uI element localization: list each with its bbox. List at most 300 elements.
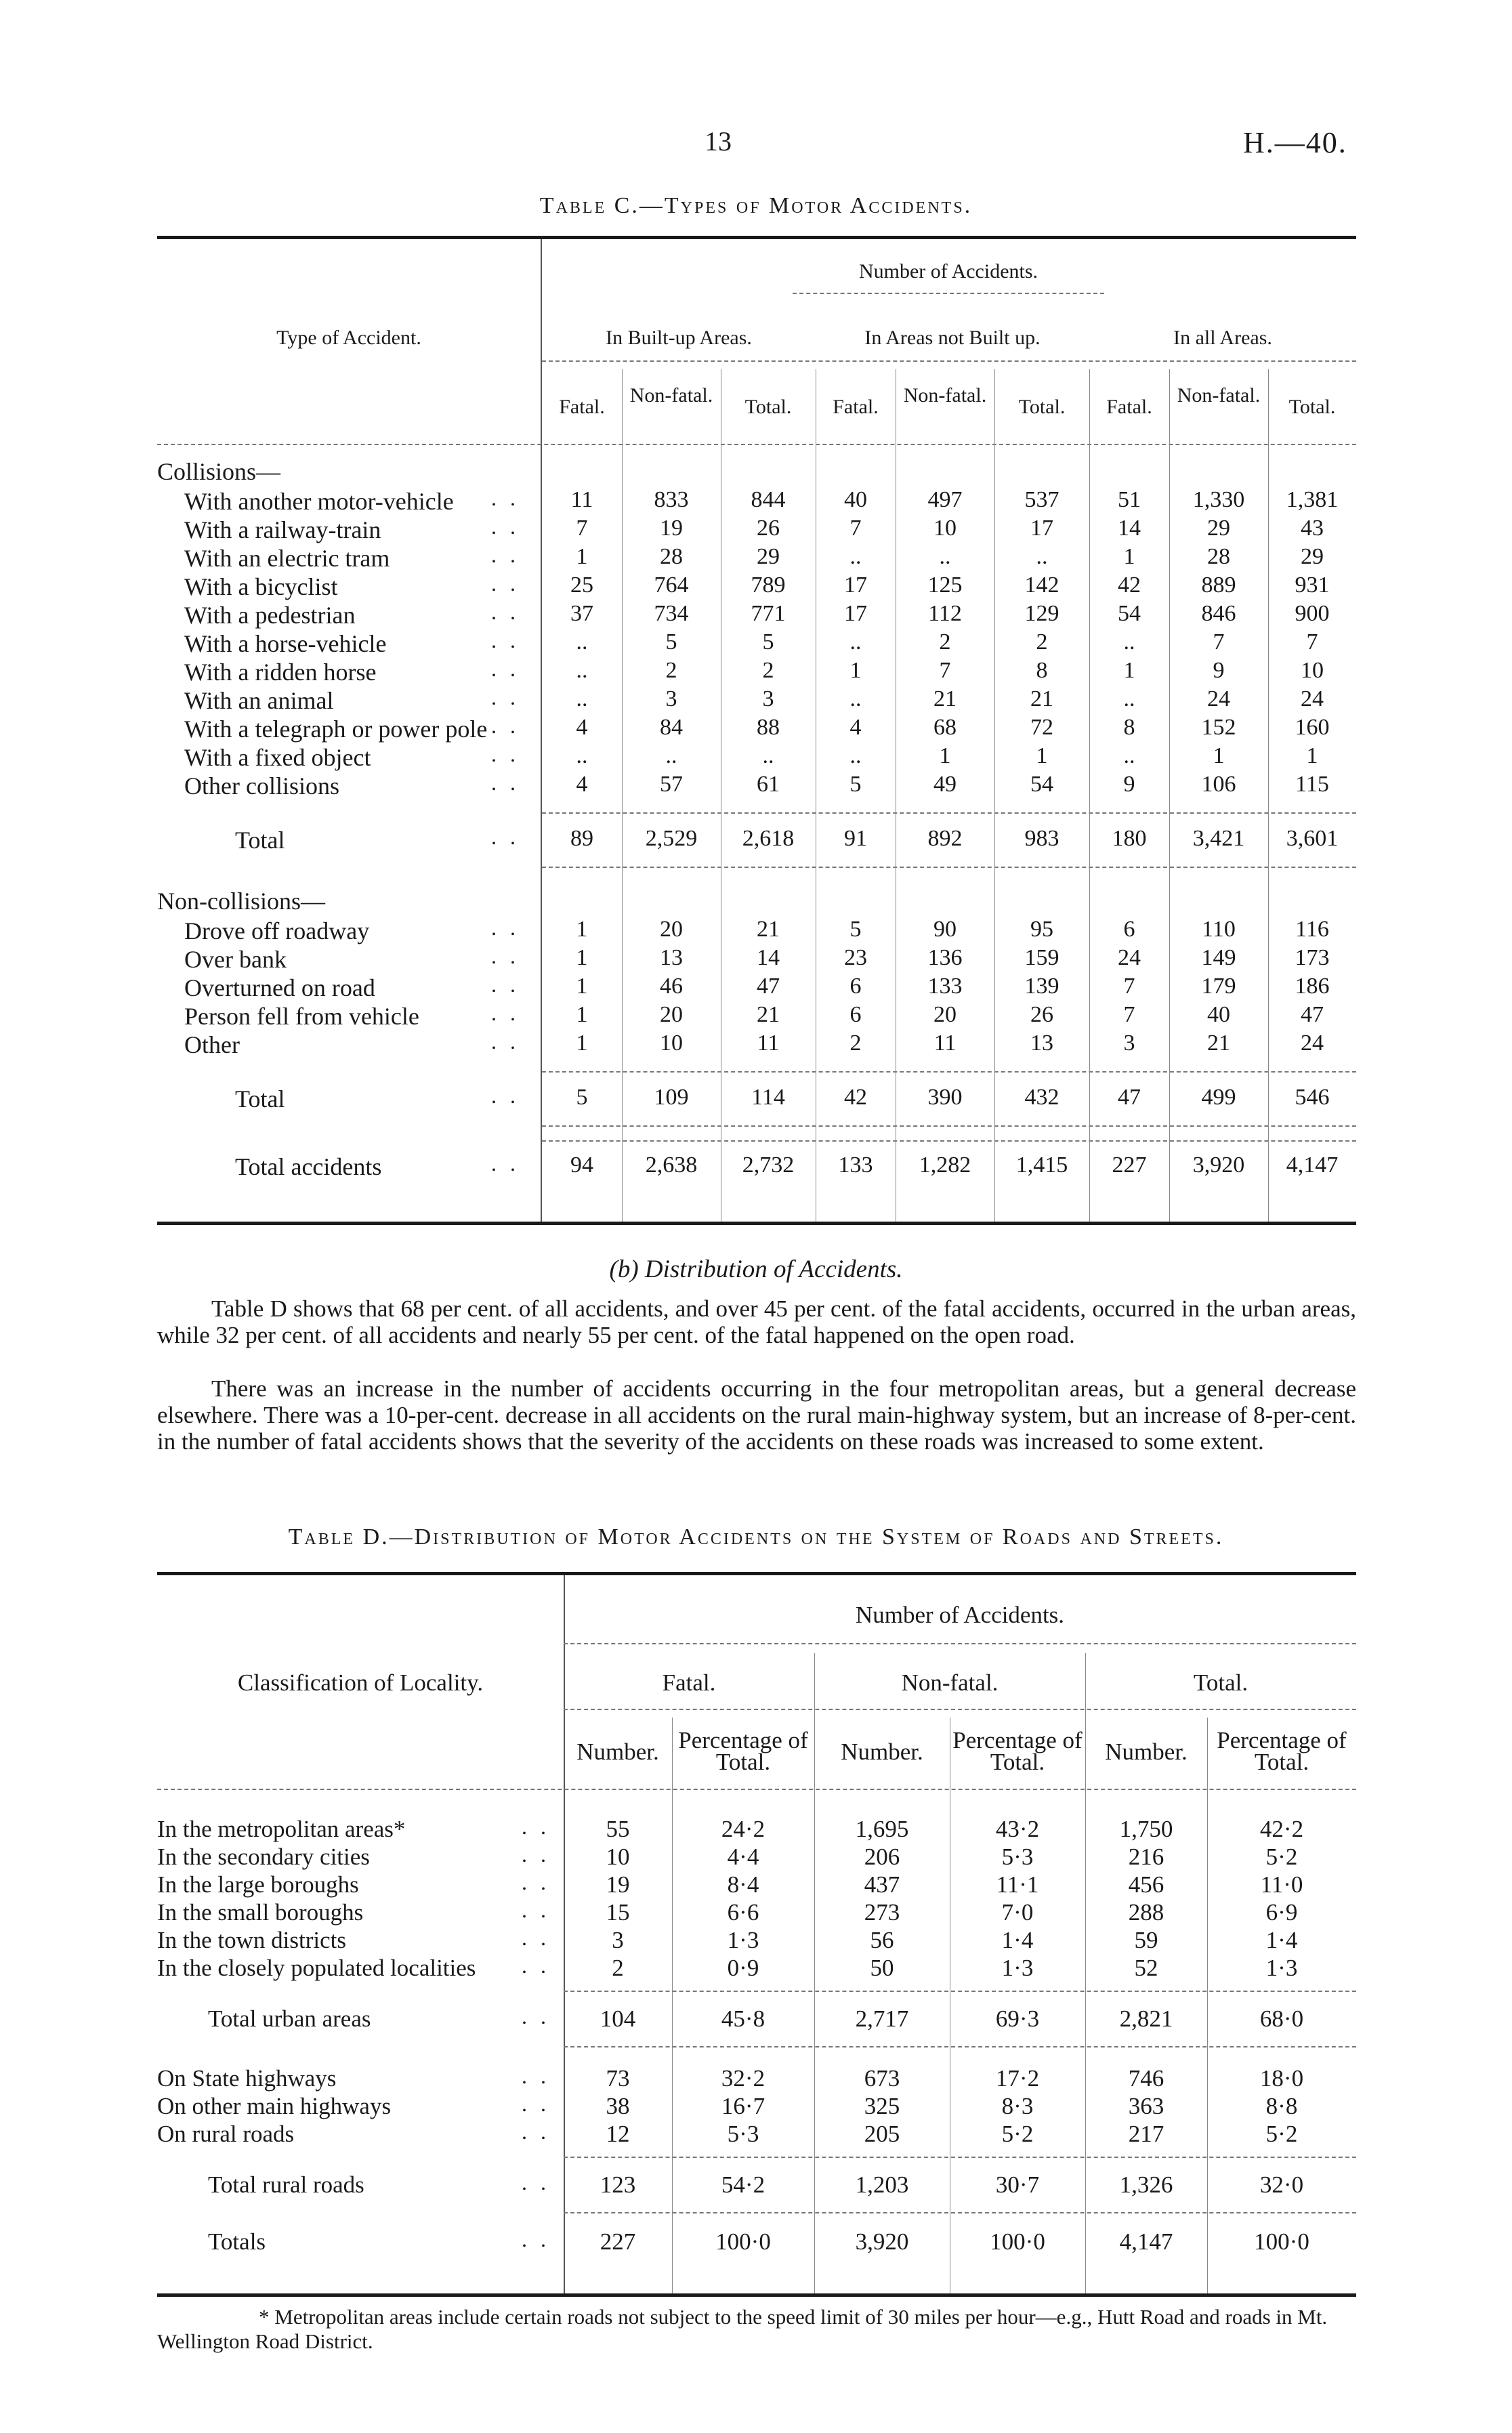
table-d-urban-row-value: 56: [870, 1927, 894, 1953]
table-d-urban-row-label: In the large boroughs: [157, 1871, 359, 1898]
table-d-rural-total-row-value: 30·7: [995, 2171, 1040, 2198]
table-c-area-all: In all Areas.: [1173, 327, 1272, 349]
table-d-urban-row-value: 42·2: [1259, 1816, 1304, 1842]
table-c-row-value: 844: [751, 487, 786, 512]
table-c-row-value: 1: [1123, 658, 1135, 683]
table-d-urban-row-value: 19: [606, 1871, 630, 1898]
table-c-row-value: ..: [939, 544, 951, 569]
table-c-row-value: 889: [1201, 573, 1236, 598]
table-c-row-value: 1: [939, 743, 951, 768]
table-c-row-value: 9: [1213, 658, 1225, 683]
table-d-subheader: Percentage of Total.: [678, 1727, 808, 1775]
table-c-row-value: 7: [576, 516, 588, 541]
table-c-row-value: 106: [1201, 772, 1236, 797]
table-d-urban-row-leader: . .: [522, 1870, 550, 1894]
table-d-urban-row-leader: . .: [522, 1926, 550, 1950]
table-d-nonfatal-header: Non-fatal.: [901, 1669, 999, 1696]
table-c-row-value: 24: [1301, 686, 1324, 711]
table-c-row-value: 789: [751, 573, 786, 598]
table-c-row-label: With a ridden horse: [184, 659, 377, 686]
table-c-row-value: 28: [1207, 544, 1230, 569]
table-c-row-label: Over bank: [184, 946, 287, 973]
table-c-row-label: With a telegraph or power pole: [184, 715, 488, 743]
table-d-urban-row-label: In the closely populated localities: [157, 1955, 476, 1981]
table-c-row-value: 1: [576, 1031, 588, 1056]
table-d-urban-row-value: 437: [864, 1871, 900, 1898]
table-c-row-value: 21: [757, 917, 780, 942]
table-c-row-value: 54: [1030, 772, 1053, 797]
table-d-urban-row-value: 7·0: [1001, 1899, 1034, 1926]
table-c-row-value: 57: [660, 772, 683, 797]
table-c-row-value: 4: [576, 715, 588, 740]
table-c-grand-total-row-leader: . .: [491, 1151, 520, 1176]
table-c-row-value: 10: [1301, 658, 1324, 683]
table-c-row-leader: . .: [491, 685, 520, 709]
table-d-rural-row-value: 18·0: [1259, 2065, 1304, 2092]
table-c-row-value: 149: [1201, 945, 1236, 970]
table-c-row-value: ..: [576, 743, 588, 768]
table-d-group-header: Number of Accidents.: [855, 1602, 1065, 1628]
table-c-total-row-value: 109: [654, 1085, 689, 1110]
table-c-row-value: 90: [933, 917, 957, 942]
table-d-rural-row-leader: . .: [522, 2092, 550, 2116]
table-c-total-row-value: 42: [844, 1085, 867, 1110]
table-d-rural-row-label: On other main highways: [157, 2093, 392, 2119]
table-d-urban-total-row-value: 68·0: [1259, 2005, 1304, 2032]
table-c-row-value: ..: [1123, 686, 1135, 711]
table-c-row-label: With an animal: [184, 687, 334, 714]
table-c-row-value: 846: [1201, 601, 1236, 626]
table-d-urban-row-value: 11·0: [1260, 1871, 1303, 1898]
table-c-subheader: Fatal.: [833, 396, 879, 418]
table-c-row-value: 20: [933, 1002, 957, 1027]
table-d-rural-total-row-value: 123: [600, 2171, 636, 2198]
table-c-row-value: 2: [665, 658, 677, 683]
table-d-grand-total-row-value: 227: [600, 2228, 636, 2255]
table-c-row-value: 125: [927, 573, 963, 598]
table-d-urban-row-leader: . .: [522, 1814, 550, 1839]
table-d-urban-total-row-leader: . .: [522, 2004, 550, 2029]
table-c-grand-total-row-value: 1,282: [919, 1152, 971, 1178]
table-c-row-value: 5: [762, 629, 774, 654]
table-c-row-value: 2: [762, 658, 774, 683]
table-c-row-label: Drove off roadway: [184, 917, 370, 944]
table-c-area-built-up: In Built-up Areas.: [606, 327, 752, 349]
table-d-urban-row-value: 3: [612, 1927, 624, 1953]
table-c-row-value: 2: [939, 629, 951, 654]
table-c-row-leader: . .: [491, 657, 520, 681]
table-c-row-value: 24: [1118, 945, 1141, 970]
table-c-row-value: ..: [849, 629, 862, 654]
table-c-body-rule: [157, 444, 1356, 445]
table-d-urban-total-row-value: 2,717: [855, 2005, 909, 2032]
table-d-subheader: Number.: [1105, 1739, 1188, 1765]
table-d-urban-row-value: 11·1: [996, 1871, 1039, 1898]
table-c-total-row-value: 47: [1118, 1085, 1141, 1110]
table-d-urban-row-value: 1,750: [1119, 1816, 1173, 1842]
table-c-row-value: 3: [762, 686, 774, 711]
table-c-row-value: 46: [660, 974, 683, 999]
table-c-row-value: 37: [570, 601, 593, 626]
table-d-subheader: Percentage of Total.: [952, 1727, 1083, 1775]
table-c-row-value: ..: [1123, 743, 1135, 768]
table-c-row-value: ..: [849, 743, 862, 768]
table-c-row-value: 1: [576, 974, 588, 999]
table-d-urban-row-leader: . .: [522, 1953, 550, 1978]
table-d-rural-row-value: 17·2: [995, 2065, 1040, 2092]
table-d-rural-rule: [564, 2157, 1356, 2158]
table-c-row-value: 833: [654, 487, 689, 512]
table-c-grand-total-row-value: 3,920: [1192, 1152, 1245, 1178]
table-d-rural-row-value: 746: [1128, 2065, 1164, 2092]
table-d-urban-row-label: In the secondary cities: [157, 1844, 370, 1870]
table-c-row-leader: . .: [491, 742, 520, 766]
table-c-row-value: 1: [1213, 743, 1225, 768]
table-c-row-value: 5: [849, 917, 862, 942]
table-c-row-value: 11: [757, 1031, 780, 1056]
section-b-heading: (b) Distribution of Accidents.: [609, 1255, 903, 1283]
table-c-total-row-leader: . .: [491, 825, 520, 849]
table-d-column-line: [672, 1718, 673, 2293]
table-d-section-rule: [564, 2046, 1356, 2047]
table-d-urban-row-value: 8·4: [727, 1871, 759, 1898]
table-c-row-leader: . .: [491, 1029, 520, 1054]
table-c-row-value: ..: [576, 658, 588, 683]
table-d-rural-row-value: 38: [606, 2093, 630, 2119]
table-d-rural-row-value: 673: [864, 2065, 900, 2092]
table-c-total-row-value: 499: [1201, 1085, 1236, 1110]
table-c-row-value: 7: [939, 658, 951, 683]
table-d-rural-total-row-value: 32·0: [1259, 2171, 1304, 2198]
table-c-row-value: 11: [570, 487, 593, 512]
table-c-row-value: 5: [849, 772, 862, 797]
table-c-row-value: ..: [849, 544, 862, 569]
table-c-row-label: With a bicyclist: [184, 573, 338, 600]
table-d-urban-row-value: 5·2: [1265, 1844, 1298, 1870]
table-c-bottom-rule: [157, 1222, 1356, 1225]
table-d-urban-row-value: 6·6: [727, 1899, 759, 1926]
table-c-row-value: 14: [1118, 516, 1141, 541]
table-c-row-value: 21: [1030, 686, 1053, 711]
table-c-row-value: 7: [1123, 974, 1135, 999]
table-d-rural-row-leader: . .: [522, 2064, 550, 2088]
table-c-row-label: With a horse-vehicle: [184, 630, 387, 657]
table-d-urban-total-row-value: 104: [600, 2005, 636, 2032]
table-c-row-leader: . .: [491, 514, 520, 539]
table-c-row-value: 129: [1024, 601, 1059, 626]
table-c-type-header: Type of Accident.: [276, 327, 421, 349]
table-c-total-rule: [542, 1071, 1356, 1073]
table-d-urban-row-value: 15: [606, 1899, 630, 1926]
table-c-total-row-value: 5: [576, 1085, 588, 1110]
table-c-row-value: 21: [933, 686, 957, 711]
table-c-row-value: 1: [849, 658, 862, 683]
table-d-urban-row-value: 206: [864, 1844, 900, 1870]
table-c-row-value: 1: [576, 1002, 588, 1027]
table-c-row-value: 72: [1030, 715, 1053, 740]
table-d-urban-row-value: 1·3: [1001, 1955, 1034, 1981]
table-d-subheader-rule: [564, 1709, 1356, 1710]
table-c-group-header: Number of Accidents.: [858, 260, 1038, 283]
table-c-row-value: 771: [751, 601, 786, 626]
table-c-row-value: 88: [757, 715, 780, 740]
table-d-rural-row-value: 73: [606, 2065, 630, 2092]
table-c-total-row-label: Total: [235, 1085, 285, 1112]
table-c-row-value: 21: [1207, 1031, 1230, 1056]
table-c-row-value: 734: [654, 601, 689, 626]
table-c-row-value: 19: [660, 516, 683, 541]
table-c-title: Table C.—Types of Motor Accidents.: [539, 193, 973, 218]
table-c-row-leader: . .: [491, 915, 520, 940]
table-c-row-value: 173: [1295, 945, 1330, 970]
table-c-row-value: 5: [665, 629, 677, 654]
table-c-row-value: 7: [1306, 629, 1318, 654]
table-c-subheader: Non-fatal.: [1177, 384, 1261, 407]
table-d-rural-total-row-value: 1,203: [855, 2171, 909, 2198]
table-d-rural-total-row-value: 1,326: [1119, 2171, 1173, 2198]
table-c-row-value: 136: [927, 945, 963, 970]
table-d-urban-row-value: 216: [1128, 1844, 1164, 1870]
table-c-row-value: 1: [1036, 743, 1048, 768]
table-c-row-value: 186: [1295, 974, 1330, 999]
table-c-grand-rule: [542, 1140, 1356, 1142]
table-c-row-value: 1: [1123, 544, 1135, 569]
table-c-row-value: ..: [576, 686, 588, 711]
table-c-row-value: 14: [757, 945, 780, 970]
table-c-grand-total-row-label: Total accidents: [235, 1153, 382, 1180]
table-d-fatal-header: Fatal.: [662, 1669, 716, 1696]
table-c-row-value: 537: [1024, 487, 1059, 512]
table-c-row-leader: . .: [491, 770, 520, 795]
table-d-rural-row-value: 16·7: [721, 2093, 765, 2119]
table-d-urban-row-value: 52: [1134, 1955, 1158, 1981]
table-c-row-value: 10: [660, 1031, 683, 1056]
table-c-total-row-value: 180: [1112, 826, 1147, 851]
table-c-section-heading: Non-collisions—: [157, 888, 325, 915]
table-c-total-row-leader: . .: [491, 1083, 520, 1108]
table-c-row-label: Other: [184, 1031, 240, 1058]
table-d-grand-total-row-value: 4,147: [1119, 2228, 1173, 2255]
table-c-column-line: [1169, 369, 1170, 1222]
table-c-row-value: 29: [1301, 544, 1324, 569]
table-c-row-value: 6: [1123, 917, 1135, 942]
table-d-rural-total-row-value: 54·2: [721, 2171, 765, 2198]
table-d-urban-row-label: In the town districts: [157, 1927, 346, 1953]
table-d-urban-row-value: 288: [1128, 1899, 1164, 1926]
table-d-urban-row-value: 273: [864, 1899, 900, 1926]
table-c-grand-total-row-value: 227: [1112, 1152, 1147, 1178]
table-c-row-value: 17: [844, 573, 867, 598]
table-c-grand-total-row-value: 4,147: [1286, 1152, 1339, 1178]
table-d-rural-row-value: 8·8: [1265, 2093, 1298, 2119]
table-c-row-value: 40: [1207, 1002, 1230, 1027]
table-c-total-row-value: 2,618: [742, 826, 795, 851]
table-d-urban-row-value: 1·3: [1265, 1955, 1298, 1981]
table-c-row-value: 110: [1202, 917, 1236, 942]
table-d-urban-row-label: In the metropolitan areas*: [157, 1816, 406, 1842]
table-c-section-rule: [542, 1125, 1356, 1127]
footnote: * Metropolitan areas include certain roads not subject to the speed limit of 30 miles per hour—e.g., Hutt Road and roads in Mt. Wellington Road District.: [157, 2305, 1328, 2353]
table-d-urban-row-value: 6·9: [1265, 1899, 1298, 1926]
table-c-row-value: 1: [576, 544, 588, 569]
table-c-row-leader: . .: [491, 486, 520, 510]
table-c-row-value: 900: [1295, 601, 1330, 626]
table-c-row-value: 25: [570, 573, 593, 598]
table-c-row-label: Person fell from vehicle: [184, 1003, 419, 1030]
table-c-row-value: 49: [933, 772, 957, 797]
table-c-column-line: [994, 369, 995, 1222]
table-d-urban-row-leader: . .: [522, 1842, 550, 1867]
table-c-row-leader: . .: [491, 1001, 520, 1025]
table-c-row-value: ..: [1123, 629, 1135, 654]
table-c-row-leader: . .: [491, 944, 520, 968]
table-d-rural-row-value: 5·3: [727, 2121, 759, 2147]
table-c-row-value: 21: [757, 1002, 780, 1027]
table-c-area-not-built-up: In Areas not Built up.: [864, 327, 1041, 349]
table-c-row-value: 6: [849, 1002, 862, 1027]
table-c-row-value: 13: [660, 945, 683, 970]
table-c-row-value: 142: [1024, 573, 1059, 598]
table-c-row-value: 13: [1030, 1031, 1053, 1056]
table-c-total-row-value: 390: [927, 1085, 963, 1110]
table-c-row-value: 9: [1123, 772, 1135, 797]
table-c-row-value: ..: [762, 743, 774, 768]
table-c-grand-total-row-value: 2,638: [645, 1152, 698, 1178]
table-d-urban-row-value: 456: [1128, 1871, 1164, 1898]
table-c-row-value: 51: [1118, 487, 1141, 512]
table-c-row-value: 3: [665, 686, 677, 711]
table-d-grand-total-row-value: 100·0: [990, 2228, 1045, 2255]
table-c-row-label: Other collisions: [184, 772, 339, 799]
table-c-total-row-value: 546: [1295, 1085, 1330, 1110]
table-d-grand-rule: [564, 2212, 1356, 2213]
table-d-urban-row-value: 10: [606, 1844, 630, 1870]
table-c-row-value: 764: [654, 573, 689, 598]
table-d-subheader: Number.: [576, 1739, 659, 1765]
section-b-paragraph-2: There was an increase in the number of accidents occurring in the four metropolitan areas, but a general decrease elsewhere. There was a 10-per-cent. decrease in all accidents on the rural main-highway system, but an increase of 8-per-cent. in the number of fatal accidents shows that the severity of the accidents on these roads was increased to some extent.: [157, 1375, 1356, 1455]
table-c-row-value: 152: [1201, 715, 1236, 740]
table-c-top-rule: [157, 236, 1356, 239]
table-d-grand-total-row-leader: . .: [522, 2227, 550, 2251]
table-c-subheader: Non-fatal.: [629, 384, 713, 407]
table-c-row-value: 112: [928, 601, 962, 626]
table-c-row-value: 160: [1295, 715, 1330, 740]
table-d-urban-row-value: 5·3: [1001, 1844, 1034, 1870]
table-c-total-rule: [542, 812, 1356, 814]
table-d-header-rule: [564, 1643, 1356, 1644]
table-d-locality-header: Classification of Locality.: [237, 1669, 484, 1696]
table-d-rural-row-value: 217: [1128, 2121, 1164, 2147]
page-number: 13: [705, 126, 732, 157]
table-c-row-value: 29: [757, 544, 780, 569]
table-c-row-value: 29: [1207, 516, 1230, 541]
table-c-row-value: 7: [1213, 629, 1225, 654]
table-c-row-value: 4: [849, 715, 862, 740]
table-c-row-value: 6: [849, 974, 862, 999]
table-c-total-row-value: 2,529: [645, 826, 698, 851]
table-c-row-value: 159: [1024, 945, 1059, 970]
table-c-row-value: 139: [1024, 974, 1059, 999]
table-d-rural-row-value: 205: [864, 2121, 900, 2147]
table-c-total-row-value: 983: [1024, 826, 1059, 851]
table-c-row-label: With a railway-train: [184, 516, 381, 543]
table-c-row-value: 1,381: [1286, 487, 1339, 512]
table-c-row-value: 40: [844, 487, 867, 512]
table-d-rural-row-leader: . .: [522, 2119, 550, 2144]
table-c-row-label: Overturned on road: [184, 974, 375, 1001]
table-c-row-value: 8: [1123, 715, 1135, 740]
table-c-row-value: 54: [1118, 601, 1141, 626]
table-c-total-row-value: 892: [927, 826, 963, 851]
table-d-urban-row-leader: . .: [522, 1898, 550, 1922]
table-d-urban-row-value: 1·4: [1001, 1927, 1034, 1953]
section-b-paragraph-1: Table D shows that 68 per cent. of all accidents, and over 45 per cent. of the fatal accidents, occurred in the urban areas, while 32 per cent. of all accidents and nearly 55 per cent. of the fatal happened on the open road.: [157, 1295, 1356, 1348]
table-c-total-row-value: 3,421: [1192, 826, 1245, 851]
table-d-urban-total-row-value: 2,821: [1119, 2005, 1173, 2032]
table-d-urban-total-row-label: Total urban areas: [208, 2005, 371, 2032]
table-d-column-line: [1085, 1653, 1086, 2293]
table-c-total-row-value: 432: [1024, 1085, 1059, 1110]
table-c-row-value: 2: [1036, 629, 1048, 654]
table-c-subheader-rule: [542, 360, 1356, 362]
table-c-row-leader: . .: [491, 713, 520, 738]
table-c-row-value: 20: [660, 917, 683, 942]
table-d-rural-total-row-label: Total rural roads: [208, 2171, 364, 2198]
table-c-row-value: 26: [1030, 1002, 1053, 1027]
table-c-row-value: ..: [1036, 544, 1048, 569]
table-c-row-value: ..: [849, 686, 862, 711]
table-c-row-value: 68: [933, 715, 957, 740]
table-d-column-line: [1207, 1718, 1208, 2293]
table-c-grand-total-row-value: 2,732: [742, 1152, 795, 1178]
table-c-row-label: With a fixed object: [184, 744, 371, 771]
table-d-urban-row-value: 1·4: [1265, 1927, 1298, 1953]
table-d-rural-row-value: 8·3: [1001, 2093, 1034, 2119]
table-c-row-value: 2: [849, 1031, 862, 1056]
table-d-grand-total-row-value: 3,920: [855, 2228, 909, 2255]
table-d-subheader: Percentage of Total.: [1217, 1727, 1347, 1775]
table-d-rural-row-value: 363: [1128, 2093, 1164, 2119]
table-c-row-value: 8: [1036, 658, 1048, 683]
table-d-rural-row-value: 5·2: [1265, 2121, 1298, 2147]
table-d-subheader: Number.: [841, 1739, 923, 1765]
table-c-grand-total-row-value: 94: [570, 1152, 593, 1178]
table-d-grand-total-row-label: Totals: [208, 2228, 266, 2255]
table-c-subheader: Fatal.: [1106, 396, 1152, 418]
table-c-total-row-value: 89: [570, 826, 593, 851]
page-reference: H.—40.: [1243, 126, 1347, 159]
table-c-row-value: 84: [660, 715, 683, 740]
table-d-rural-row-value: 5·2: [1001, 2121, 1034, 2147]
table-c-row-value: 1: [576, 945, 588, 970]
table-d-urban-rule: [564, 1991, 1356, 1992]
table-c-row-value: 1,330: [1192, 487, 1245, 512]
table-c-row-value: 20: [660, 1002, 683, 1027]
table-c-row-value: 10: [933, 516, 957, 541]
table-c-row-leader: . .: [491, 600, 520, 624]
table-c-section-rule: [542, 867, 1356, 868]
table-c-subheader: Total.: [744, 396, 792, 418]
table-d-urban-row-value: 59: [1134, 1927, 1158, 1953]
table-d-urban-row-value: 1,695: [855, 1816, 909, 1842]
table-d-column-line: [814, 1653, 815, 2293]
table-c-row-leader: . .: [491, 543, 520, 567]
table-c-row-value: 115: [1295, 772, 1329, 797]
table-c-row-label: With another motor-vehicle: [184, 488, 454, 515]
table-c-row-value: ..: [576, 629, 588, 654]
table-d-body-rule: [157, 1789, 1356, 1790]
table-d-urban-row-value: 2: [612, 1955, 624, 1981]
